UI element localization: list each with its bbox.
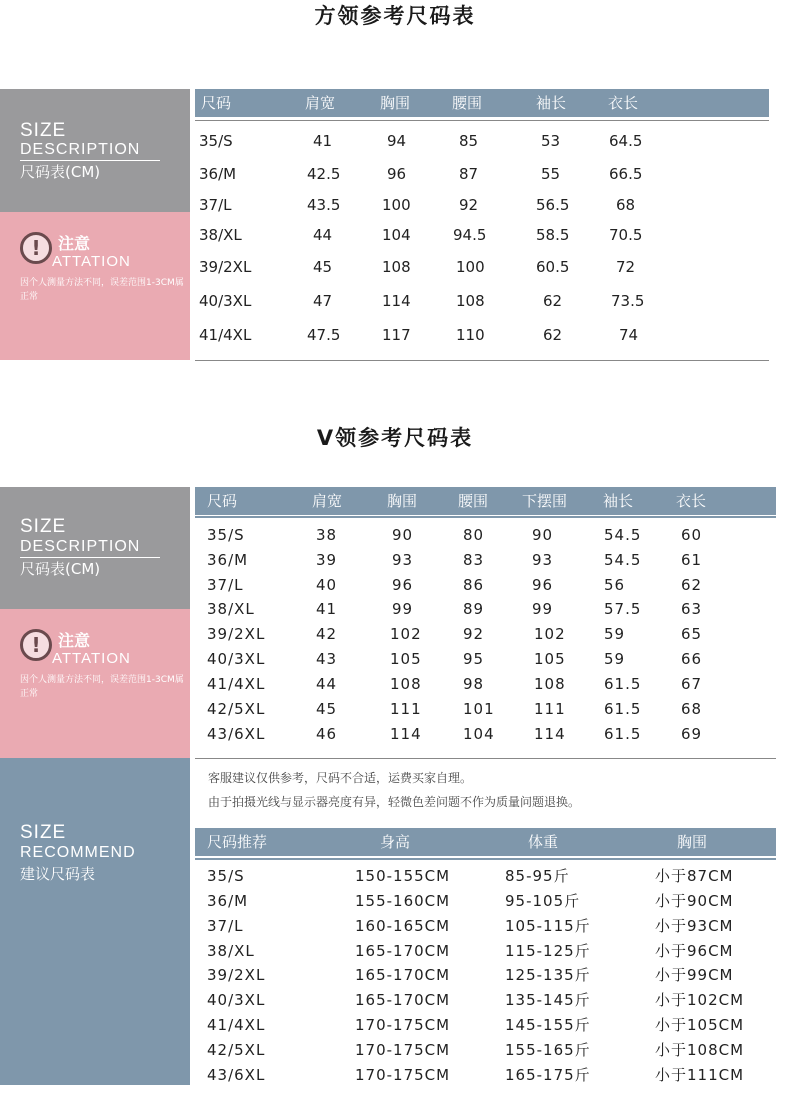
cell: 58.5 xyxy=(536,226,570,244)
table1-bottom-rule xyxy=(195,360,769,361)
cell: 155-165斤 xyxy=(505,1041,591,1059)
cell: 114 xyxy=(534,725,566,743)
table-row xyxy=(195,162,769,186)
cell: 93 xyxy=(392,551,414,569)
table2-bottom-rule xyxy=(195,758,776,759)
table2-header-rule xyxy=(195,516,776,518)
cell: 108 xyxy=(382,258,411,276)
header-cell: 身高 xyxy=(380,833,411,851)
cell-size: 36/M xyxy=(199,165,237,183)
cell: 68 xyxy=(681,700,703,718)
cell: 47 xyxy=(313,292,333,310)
cell: 99 xyxy=(392,600,414,618)
unit-label: 尺码表(CM) xyxy=(20,560,101,578)
unit-label: 尺码表(CM) xyxy=(20,163,101,181)
size-label: SIZE xyxy=(20,120,67,141)
cell: 64.5 xyxy=(609,132,643,150)
header-cell: 衣长 xyxy=(608,94,639,112)
table-row xyxy=(195,864,776,888)
cell: 56.5 xyxy=(536,196,570,214)
table-row xyxy=(195,939,776,963)
cell: 55 xyxy=(541,165,561,183)
cell-size: 37/L xyxy=(207,576,244,594)
cell: 42 xyxy=(316,625,338,643)
cell: 小于90CM xyxy=(655,892,734,910)
cell: 42.5 xyxy=(307,165,341,183)
recommend-label: RECOMMEND xyxy=(20,844,136,861)
cell: 89 xyxy=(463,600,485,618)
table-row xyxy=(195,1038,776,1062)
cell: 95 xyxy=(463,650,485,668)
cell-size: 43/6XL xyxy=(207,725,266,743)
header-cell: 袖长 xyxy=(603,492,634,510)
cell-size: 36/M xyxy=(207,892,249,910)
cell: 155-160CM xyxy=(355,892,451,910)
cell: 54.5 xyxy=(604,526,642,544)
table-row xyxy=(195,129,769,153)
cell: 135-145斤 xyxy=(505,991,591,1009)
table2-header xyxy=(195,487,776,515)
header-cell: 腰围 xyxy=(452,94,483,112)
cell: 80 xyxy=(463,526,485,544)
cell: 56 xyxy=(604,576,626,594)
table-row xyxy=(195,988,776,1012)
table-row xyxy=(195,622,776,646)
cell: 165-175斤 xyxy=(505,1066,591,1084)
cell: 96 xyxy=(532,576,554,594)
cell: 105-115斤 xyxy=(505,917,591,935)
cell: 165-170CM xyxy=(355,942,451,960)
cell: 57.5 xyxy=(604,600,642,618)
cell: 108 xyxy=(534,675,566,693)
cell: 145-155斤 xyxy=(505,1016,591,1034)
cell: 95-105斤 xyxy=(505,892,581,910)
attention-cn-label: 注意 xyxy=(58,234,91,253)
cell: 47.5 xyxy=(307,326,341,344)
attention-panel xyxy=(0,609,190,758)
header-cell: 胸围 xyxy=(387,492,418,510)
cell: 94.5 xyxy=(453,226,487,244)
table-row xyxy=(195,289,769,313)
cell: 46 xyxy=(316,725,338,743)
cell-size: 41/4XL xyxy=(199,326,252,344)
cell: 43.5 xyxy=(307,196,341,214)
cell: 115-125斤 xyxy=(505,942,591,960)
header-cell: 腰围 xyxy=(458,492,489,510)
cell: 62 xyxy=(681,576,703,594)
header-cell: 衣长 xyxy=(676,492,707,510)
header-cell: 胸围 xyxy=(677,833,708,851)
cell: 96 xyxy=(392,576,414,594)
cell: 44 xyxy=(313,226,333,244)
cell: 53 xyxy=(541,132,561,150)
cell: 170-175CM xyxy=(355,1041,451,1059)
cell: 67 xyxy=(681,675,703,693)
cell: 41 xyxy=(313,132,333,150)
cell: 92 xyxy=(459,196,479,214)
attention-en-label: ATTATION xyxy=(52,253,131,270)
cell-size: 35/S xyxy=(207,867,245,885)
table1-title: 方领参考尺码表 xyxy=(314,4,476,28)
description-label: DESCRIPTION xyxy=(20,141,160,161)
cell: 102 xyxy=(534,625,566,643)
cell: 108 xyxy=(456,292,485,310)
cell: 54.5 xyxy=(604,551,642,569)
attention-en-label: ATTATION xyxy=(52,650,131,667)
cell: 114 xyxy=(382,292,411,310)
cell: 小于102CM xyxy=(655,991,745,1009)
attention-note: 因个人测量方法不同，误差范围1-3CM属正常 xyxy=(20,675,184,699)
exclamation-icon: ! xyxy=(20,629,52,661)
cell: 41 xyxy=(316,600,338,618)
cell: 110 xyxy=(456,326,485,344)
cell: 117 xyxy=(382,326,411,344)
cell: 150-155CM xyxy=(355,867,451,885)
notice-line-1: 客服建议仅供参考，尺码不合适，运费买家自理。 xyxy=(208,771,473,785)
cell: 小于93CM xyxy=(655,917,734,935)
cell-size: 40/3XL xyxy=(207,650,266,668)
table-row xyxy=(195,323,769,347)
cell: 61 xyxy=(681,551,703,569)
cell: 39 xyxy=(316,551,338,569)
cell-size: 41/4XL xyxy=(207,675,266,693)
cell-size: 37/L xyxy=(207,917,244,935)
table-row xyxy=(195,223,769,247)
table1-header-rule xyxy=(195,120,769,121)
cell: 165-170CM xyxy=(355,991,451,1009)
cell: 94 xyxy=(387,132,407,150)
cell: 小于87CM xyxy=(655,867,734,885)
cell: 43 xyxy=(316,650,338,668)
cell: 160-165CM xyxy=(355,917,451,935)
cell: 62 xyxy=(543,292,563,310)
header-cell: 体重 xyxy=(528,833,559,851)
cell: 45 xyxy=(313,258,333,276)
cell-size: 38/XL xyxy=(199,226,242,244)
cell: 59 xyxy=(604,625,626,643)
cell: 114 xyxy=(390,725,422,743)
attention-cn-label: 注意 xyxy=(58,631,91,650)
cell: 93 xyxy=(532,551,554,569)
cell: 85 xyxy=(459,132,479,150)
header-cell: 胸围 xyxy=(380,94,411,112)
table-row xyxy=(195,573,776,597)
cell: 90 xyxy=(532,526,554,544)
cell: 105 xyxy=(534,650,566,668)
cell-size: 35/S xyxy=(199,132,233,150)
cell-size: 39/2XL xyxy=(207,966,266,984)
cell: 小于99CM xyxy=(655,966,734,984)
cell: 45 xyxy=(316,700,338,718)
description-label: DESCRIPTION xyxy=(20,538,160,558)
table-row xyxy=(195,193,769,217)
table3-header xyxy=(195,828,776,856)
cell-size: 36/M xyxy=(207,551,249,569)
cell: 98 xyxy=(463,675,485,693)
table1-header xyxy=(195,89,769,117)
cell: 87 xyxy=(459,165,479,183)
table-row xyxy=(195,255,769,279)
cell: 小于111CM xyxy=(655,1066,745,1084)
attention-panel xyxy=(0,212,190,360)
cell-size: 39/2XL xyxy=(207,625,266,643)
exclamation-icon: ! xyxy=(20,232,52,264)
cell: 108 xyxy=(390,675,422,693)
notice-line-2: 由于拍摄光线与显示器亮度有异，轻微色差问题不作为质量问题退换。 xyxy=(208,795,581,809)
table3-header-rule xyxy=(195,858,776,860)
cell: 100 xyxy=(456,258,485,276)
cell-size: 41/4XL xyxy=(207,1016,266,1034)
cell: 105 xyxy=(390,650,422,668)
cell-size: 35/S xyxy=(207,526,245,544)
cell: 99 xyxy=(532,600,554,618)
table-row xyxy=(195,1063,776,1087)
table-row xyxy=(195,722,776,746)
cell: 165-170CM xyxy=(355,966,451,984)
cell: 72 xyxy=(616,258,636,276)
header-cell: 尺码 xyxy=(201,94,232,112)
cell-size: 43/6XL xyxy=(207,1066,266,1084)
cell: 44 xyxy=(316,675,338,693)
cell-size: 38/XL xyxy=(207,600,255,618)
size-recommend-panel xyxy=(0,758,190,1085)
cell: 100 xyxy=(382,196,411,214)
attention-note: 因个人测量方法不同，误差范围1-3CM属正常 xyxy=(20,278,184,302)
cell: 66.5 xyxy=(609,165,643,183)
table-row xyxy=(195,1013,776,1037)
table-row xyxy=(195,647,776,671)
header-cell: 肩宽 xyxy=(312,492,343,510)
header-cell: 尺码推荐 xyxy=(207,833,268,851)
cell: 61.5 xyxy=(604,700,642,718)
size-description-panel xyxy=(0,487,190,609)
cell: 125-135斤 xyxy=(505,966,591,984)
cell-size: 37/L xyxy=(199,196,232,214)
table-row xyxy=(195,548,776,572)
cell: 65 xyxy=(681,625,703,643)
table-row xyxy=(195,672,776,696)
cell: 104 xyxy=(382,226,411,244)
header-cell: 尺码 xyxy=(207,492,238,510)
cell-size: 39/2XL xyxy=(199,258,252,276)
cell: 60 xyxy=(681,526,703,544)
size-label: SIZE xyxy=(20,822,67,843)
table-row xyxy=(195,697,776,721)
cell-size: 38/XL xyxy=(207,942,255,960)
cell: 69 xyxy=(681,725,703,743)
unit-label: 建议尺码表 xyxy=(20,865,96,883)
cell: 90 xyxy=(392,526,414,544)
cell: 73.5 xyxy=(611,292,645,310)
size-description-panel xyxy=(0,89,190,212)
cell: 86 xyxy=(463,576,485,594)
cell: 170-175CM xyxy=(355,1016,451,1034)
cell: 66 xyxy=(681,650,703,668)
cell: 59 xyxy=(604,650,626,668)
cell: 111 xyxy=(534,700,566,718)
cell: 92 xyxy=(463,625,485,643)
header-cell: 下摆围 xyxy=(522,492,568,510)
cell: 170-175CM xyxy=(355,1066,451,1084)
cell: 63 xyxy=(681,600,703,618)
cell: 小于96CM xyxy=(655,942,734,960)
cell: 102 xyxy=(390,625,422,643)
size-label: SIZE xyxy=(20,516,67,537)
cell: 85-95斤 xyxy=(505,867,570,885)
cell-size: 42/5XL xyxy=(207,700,266,718)
cell: 74 xyxy=(619,326,639,344)
table-row xyxy=(195,889,776,913)
cell: 101 xyxy=(463,700,495,718)
table2-title: V领参考尺码表 xyxy=(316,426,474,450)
cell: 96 xyxy=(387,165,407,183)
cell: 83 xyxy=(463,551,485,569)
table-row xyxy=(195,523,776,547)
cell: 61.5 xyxy=(604,725,642,743)
header-cell: 袖长 xyxy=(536,94,567,112)
cell: 70.5 xyxy=(609,226,643,244)
table-row xyxy=(195,914,776,938)
cell: 38 xyxy=(316,526,338,544)
cell: 111 xyxy=(390,700,422,718)
cell: 60.5 xyxy=(536,258,570,276)
cell: 62 xyxy=(543,326,563,344)
cell: 40 xyxy=(316,576,338,594)
cell-size: 42/5XL xyxy=(207,1041,266,1059)
cell: 104 xyxy=(463,725,495,743)
cell: 小于108CM xyxy=(655,1041,745,1059)
cell-size: 40/3XL xyxy=(199,292,252,310)
cell-size: 40/3XL xyxy=(207,991,266,1009)
table-row xyxy=(195,597,776,621)
cell: 小于105CM xyxy=(655,1016,745,1034)
header-cell: 肩宽 xyxy=(305,94,336,112)
cell: 68 xyxy=(616,196,636,214)
table-row xyxy=(195,963,776,987)
cell: 61.5 xyxy=(604,675,642,693)
